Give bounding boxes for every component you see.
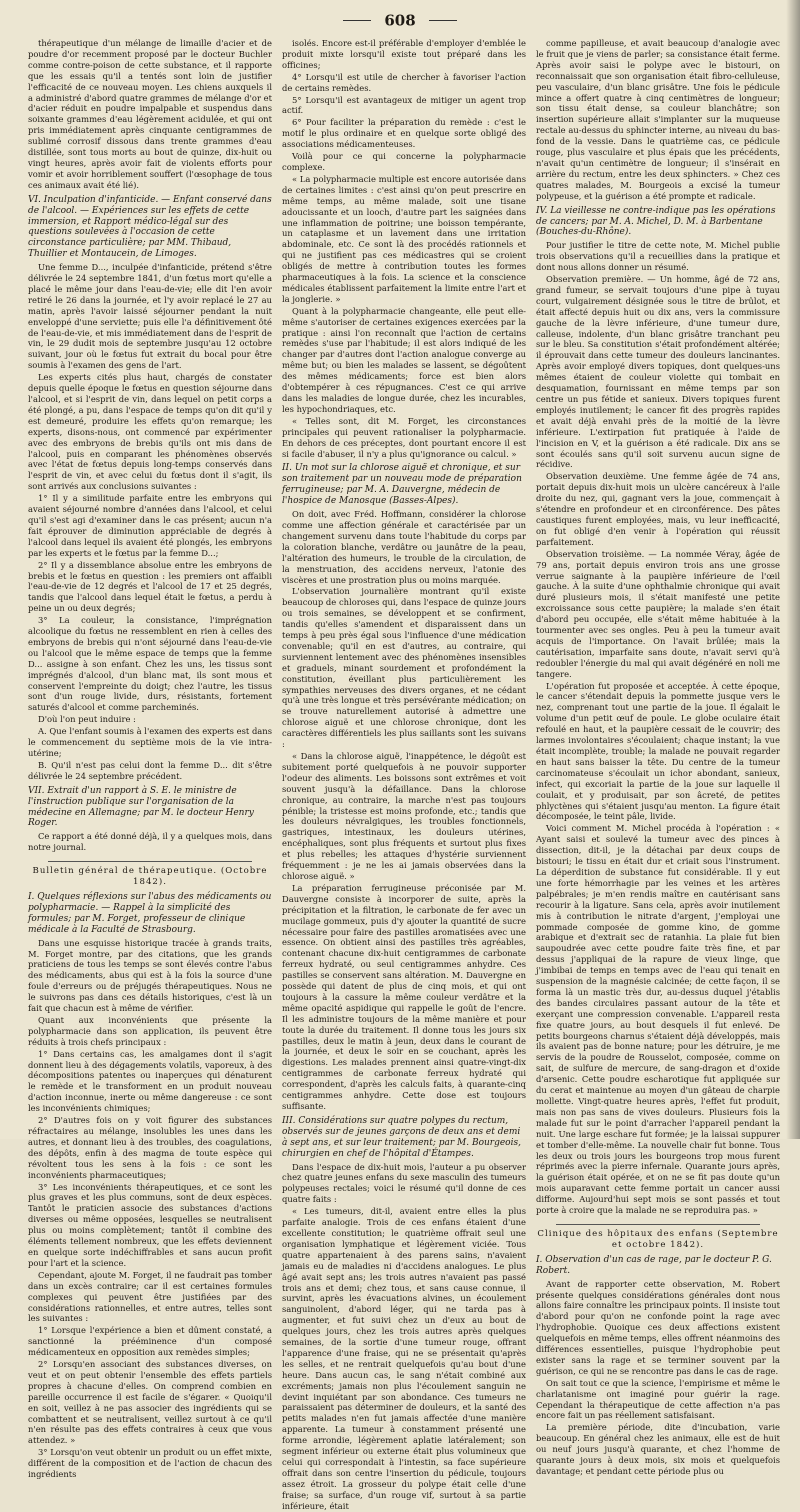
text-columns <box>28 38 780 1511</box>
section-title: IV. La vieillesse ne contre-indique pas les opérations de cancers; par M. A. Michel, D. M. à Barbentane (Bouches-du-Rhône). <box>536 205 776 238</box>
paragraph: B. Qu'il n'est pas celui dont la femme D... dit s'être délivrée le 24 septembre précédent. <box>28 759 272 781</box>
paragraph: L'observation journalière montrant qu'il existe beaucoup de chloroses qui, dans l'espace de quinze jours ou trois semaines, se développent et se confirment, tandis qu'elles s'amendent et disparaissent dans un temps à peu près égal sous l'influence d'une médication convenable; qu'il en est d'autres, au contraire, qui surviennent lentement avec des phénomènes insensibles et graduels, minant sourdement et profondément la constitution, éveillant plus particulièrement les sympathies nerveuses des divers organes, et ne cédant qu'à une très longue et très persévérante médication; on se trouve naturellement autorisé à admettre une chlorose aiguë et une chlorose chronique, dont les caractères différentiels les plus saillants sont les suivans : <box>282 586 526 750</box>
column-left <box>28 38 272 1480</box>
paragraph: 5° Lorsqu'il est avantageux de mitiger un agent trop actif. <box>282 94 526 116</box>
paragraph: « La polypharmacie multiple est encore autorisée dans de certaines limites : c'est ainsi qu'on peut prescrire en même temps, au même malade, soit une tisane adoucissante et un looch, d'autre part les saignées dans une inflammation de poitrine; une boisson tempérante, un cataplasme et un lavement dans une irritation abdominale, etc. Ce sont là des procédés rationnels et qui ne justifient pas ces médicastres qui se croient obligés de mettre à contribution toutes les formes pharmaceutiques à la fois. La science et la conscience médicales établissent parfaitement la limite entre l'art et la jonglerie. » <box>282 173 526 304</box>
paragraph: 2° D'autres fois on y voit figurer des substances réfractaires au mélange, insolubles les unes dans les autres, et donnant lieu à des troubles, des coagulations, des dépôts, enfin à des magma de toute espèce qui révoltent tous les sens à la fois : ce sont les inconvénients pharmaceutiques; <box>28 1115 272 1180</box>
paragraph: 3° Lorsqu'on veut obtenir un produit ou un effet mixte, différent de la composition et de l'action de chacun des ingrédients <box>28 1447 272 1480</box>
paragraph: Quant à la polypharmacie changeante, elle peut elle-même s'autoriser de certaines exigences exercées par la pratique : ainsi l'on reconnaît que l'action de certains remèdes s'use par l'habitude; il est alors indiqué de les changer par d'autres dont l'action analogue converge au même but; ou bien les malades se lassent, se dégoûtent des mêmes médicaments; force est bien alors d'obtempérer à ces répugnances. C'est ce qui arrive dans les maladies de longue durée, chez les incurables, les hypochondriaques, etc. <box>282 305 526 414</box>
paragraph: Quant aux inconvénients que présente la polypharmacie dans son application, ils peuvent être réduits à trois chefs principaux : <box>28 1014 272 1047</box>
bulletin-heading: Bulletin général de thérapeutique. (Octobre 1842). <box>32 866 268 888</box>
clinique-heading: Clinique des hôpitaux des enfans (Septembre et octobre 1842). <box>537 1228 779 1250</box>
paragraph: D'où l'on peut induire : <box>38 714 136 725</box>
paragraph: thérapeutique d'un mélange de limaille d'acier et de poudre d'or recemment proposé par le docteur Buchler comme contre-poison de cette substance, et il rapporte que les essais qu'il a tentés sont loin de justifier l'efficacité de ce nouveau moyen. Les chiens auxquels il a administré d'abord quatre grammes de mélange d'or et d'acier réduit en poudre impalpable et suspendus dans soixante grammes d'eau légèrement acidulée, et qui ont pris immédiatement après cinquante centigrammes de sublimé corrosif dissous dans trente grammes d'eau distillée, sont tous morts au bout de quinze, dix-huit ou vingt heures, après avoir fait de violents efforts pour vomir et avoir horriblement souffert (l'œsophage de tous ces animaux avait été lié). <box>28 38 272 190</box>
section-divider <box>556 1224 760 1225</box>
paragraph: A. Que l'enfant soumis à l'examen des experts est dans le commencement du septième mois de la vie intra-utérine; <box>28 726 272 758</box>
column-middle <box>282 38 526 1511</box>
paragraph: Dans une esquisse historique tracée à grands traits, M. Forget montre, par des citations, que les grands praticiens de tous les temps se sont élevés contre l'abus des médicaments, abus qui est à la fois la source d'une foule d'erreurs ou de préjugés thérapeutiques. Nous ne le suivrons pas dans ces détails historiques, c'est là un fait que chacun est à même de vérifier. <box>28 937 272 1014</box>
paragraph: « Dans la chlorose aiguë, l'inappétence, le dégoût est subitement porté quelquefois à ne pouvoir supporter l'odeur des aliments. Les boissons sont extrêmes et voit souvent jusqu'à la défaillance. Dans la chlorose chronique, au contraire, la marche n'est pas toujours pénible; la tristesse est moins profonde, etc.; tandis que les douleurs névralgiques, les troubles fonctionnels, gastriques, intestinaux, les douleurs utérines, encéphaliques, sont plus fréquents et surtout plus fixes et plus rebelles; les attaques d'hystérie surviennent fréquemment : je ne les ai jamais observées dans la chlorose aiguë. » <box>282 751 526 881</box>
paragraph: 1° Dans certains cas, les amalgames dont il s'agit donnent lieu à des dégagements volatils, vaporeux, à des décompositions patentes ou inaperçues qui dénaturent le remède et le transforment en un produit nouveau d'action inconnue, inerte ou même dangereuse : ce sont les inconvénients chimiques; <box>28 1048 272 1114</box>
paragraph: 2° Il y a dissemblance absolue entre les embryons de brebis et le fœtus en question : les premiers ont affaibli l'eau-de-vie de 12 degrés et l'alcool de 17 et 25 degrés, tandis que l'alcool dans lequel était le fœtus, a perdu à peine un ou deux degrés; <box>28 559 272 614</box>
paragraph: 6° Pour faciliter la préparation du remède : c'est le motif le plus ordinaire et en quelque sorte obligé des associations médicamenteuses. <box>282 117 526 150</box>
header-dash-right <box>429 20 457 21</box>
paragraph: Observation première. — Un homme, âgé de 72 ans, grand fumeur, se servait toujours d'une pipe à tuyau court, vulgairement désignée sous le titre de brûlot, et était affecté depuis huit ou dix ans, vers la commissure gauche de la lèvre inférieure, d'une tumeur dure, calleuse, indolente, d'un blanc grisâtre tranchant peu sur le bleu. Sa constitution s'était profondément altérée; il éprouvait dans cette tumeur des douleurs lancinantes. Après avoir employé divers topiques, dont quelques-uns mêmes étaient de couleur violette qui tombait en desquamation, fournissant en même temps par son centre un pus fétide et sanieux. Divers topiques furent employés inutilement; le cancer fit des progrès rapides et avait déjà envahi près de la moitié de la lèvre inférieure. L'extirpation fut pratiquée à l'aide de l'incision en V, et la guérison a été radicale. Dix ans se sont écoulés sans qu'il soit survenu aucun signe de récidive. <box>536 274 780 470</box>
paragraph: comme papilleuse, et avait beaucoup d'analogie avec le fruit que je viens de parler; sa consistance était ferme. Après avoir saisi le polype avec le bistouri, on reconnaissait que son organisation était fibro-celluleuse, peu vasculaire, d'un blanc grisâtre. Une fois le pédicule mince a offert quatre à cinq centimètres de longueur; son tissu était dense, sa couleur blanchâtre; son insertion supérieure allait s'implanter sur la muqueuse rectale au-dessus du sphincter interne, au niveau du bas-fond de la vessie. Dans le quatrième cas, ce pédicule rouge, plus vasculaire et plus épais que les précédents, n'avait qu'un centimètre de longueur; il s'insérait en arrière du rectum, entre les deux sphincters. » Chez ces quatres malades, M. Bourgeois a excisé la tumeur polypeuse, et la guérison a été prompte et radicale. <box>536 38 780 201</box>
paragraph: « Les tumeurs, dit-il, avaient entre elles la plus parfaite analogie. Trois de ces enfans étaient d'une excellente constitution; le quatrième offrait seul une organisation lymphatique et légèrement viciée. Tous quatre appartenaient à des parens sains, n'avaient jamais eu de maladies ni d'accidens analogues. Le plus âgé avait sept ans; les trois autres n'avaient pas passé trois ans et demi; chez tous, et sans cause connue, il survint, après les évacuations alvines, un écoulement sanguinolent, d'abord léger, qui ne tarda pas à augmenter, et fut suivi chez un d'eux au bout de quelques jours, chez les trois autres après quelques semaines, de la sortie d'une tumeur rouge, offrant l'apparence d'une fraise, qui ne se présentait qu'après les selles, et ne rentrait quelquefois qu'au bout d'une heure. Dans aucun cas, le sang n'était combiné aux excréments; jamais non plus l'écoulement sanguin ne devint inquiétant par son abondance. Ces tumeurs ne paraissaient pas déterminer de douleurs, et la santé des petits malades n'en fut jamais affectée d'une manière apparente. La tumeur à constamment présenté une forme arrondie, légèrement aplatie latéralement; son segment inférieur ou externe était plus volumineux que celui qui correspondait à l'intestin, sa face supérieure offrait dans son centre l'insertion du pédicule, toujours assez étroit. La grosseur du polype était celle d'une fraise; sa surface, d'un rouge vif, surtout à sa partie inférieure, était <box>282 1206 526 1511</box>
section-title: VII. Extrait d'un rapport à S. E. le ministre de l'instruction publique sur l'organisation de la médecine en Allemagne; par M. le docteur Henry Roger. <box>28 785 254 829</box>
section-title: VI. Inculpation d'infanticide. — Enfant conservé dans de l'alcool. — Expériences sur les effets de cette immersion, et Rapport médico-légal sur des questions soulevées à l'occasion de cette circonstance particulière; par MM. Thibaud, Thuillier et Montaucein, de Limoges. <box>28 194 272 260</box>
paragraph: 3° Les inconvénients thérapeutiques, et ce sont les plus graves et les plus communs, sont de deux espèces. Tantôt le praticien associe des substances d'actions diverses ou même opposées, lesquelles se neutralisent plus ou moins complètement; tantôt il combine des éléments tellement nombreux, que les effets deviennent en quelque sorte indéchiffrables et sans aucun profit pour l'art et la science. <box>28 1181 272 1268</box>
page-header <box>0 10 800 36</box>
paragraph: 3° La couleur, la consistance, l'imprégnation alcoolique du fœtus ne ressemblent en rien à celles des embryons de brebis qui n'ont séjourné dans l'eau-de-vie ou l'alcool que le même espace de temps que la femme D... assigne à son enfant. Chez les uns, les tissus sont imprégnés d'alcool, d'un blanc mat, ils sont mous et conservent l'empreinte du doigt; chez l'autre, les tissus sont d'un rouge livide, durs, résistants, fortement saturés d'alcool et comme parcheminés. <box>28 615 272 713</box>
paragraph: L'opération fut proposée et acceptée. À cette époque, le cancer s'étendait depuis la pommette jusque vers le nez, comprenant tout une partie de la joue. Il égalait le volume d'un petit œuf de poule. Le globe oculaire était refoulé en haut, et la paupière cessait de le couvrir; des larmes involontaires s'écoulaient; chaque instant; la vue était incomplète, trouble; la malade ne pouvait regarder en haut sans baisser la tête. Du centre de la tumeur carcinomateuse s'écoulait un ichor abondant, sanieux, infect, qui excoriait la partie de la joue sur laquelle il coulait, et y produisait, par son âcreté, de petites phlyctènes qui s'étaient jusqu'au menton. La figure était décomposée, le teint pâle, livide. <box>536 680 780 822</box>
section-title: III. Considérations sur quatre polypes du rectum, observés sur de jeunes garçons de deux ans et demi à sept ans, et sur leur traitement; par M. Bourgeois, chirurgien en chef de l'hôpital d'Étampes. <box>282 1115 521 1159</box>
page-number: 608 <box>384 11 416 30</box>
paragraph: 1° Lorsque l'expérience a bien et dûment constaté, a sanctionné la prééminence d'un composé médicamenteux en opposition aux remèdes simples; <box>28 1325 272 1358</box>
paragraph: Observation deuxième. Une femme âgée de 74 ans, portait depuis dix-huit mois un ulcère cancéreux à l'aile droite du nez, qui, gagnant vers la joue, commençait à s'étendre en profondeur et en circonférence. Des pâtes caustiques furent employées, mais, vu leur inefficacité, on fut obligé d'en venir à l'opération qui réussit parfaitement. <box>536 471 780 547</box>
paragraph: Ce rapport a été donné déjà, il y a quelques mois, dans notre journal. <box>28 831 272 853</box>
section-title: I. Quelques réflexions sur l'abus des médicaments ou polypharmacie. — Rappel à la simplicité des formules; par M. Forget, professeur de clinique médicale à la Faculté de Strasbourg. <box>28 891 272 935</box>
paragraph: 1° Il y a similitude parfaite entre les embryons qui avaient séjourné nombre d'années dans l'alcool, et celui qu'il s'est agi d'examiner dans le cas présent; aucun n'a fait éprouver de diminution appréciable de degrés à l'alcool dans lequel ils avaient été plongés, les embryons par les experts et le fœtus par la femme D...; <box>28 493 272 558</box>
paragraph: Voici comment M. Michel procéda à l'opération : « Ayant saisi et soulevé la tumeur avec des pinces à dissection, dit-il, je la détachai par deux coups de bistouri; le tissu en était dur et criait sous l'instrument. La déperdition de substance fut considérable. Il y eut une forte hémorrhagie par les veines et les artères palpébrales; je m'en rendis maître en cautérisant sans recourir à la ligature. Sans cela, après avoir inutilement mis à contribution le nitrate d'argent, j'employai une pommade composée de gomme kino, de gomme arabique et d'extrait sec de ratanhia. La plaie fut bien saupoudrée avec cette poudre faite très fine, et par dessus j'appliquai de la rapure de vieux linge, que j'imbibai de temps en temps avec de l'eau qui tenait en suspension de la magnésie calcinée; de cette façon, il se forma là un mastic très dur, au-dessus duquel j'établis des bandes circulaires passant autour de la tête et exerçant une compression convenable. L'appareil resta fixe quatre jours, au bout desquels il fut enlevé. De petits bourgeons charnus s'étaient déjà développés, mais ils avaient pas de bonne nature; pour les détruire, je me servis de la poudre de Rousselot, composée, comme on sait, de sulfure de mercure, de sang-dragon et d'oxide d'arsenic. Cette poudre escharotique fut appliquée sur du cerat et maintenue au moyen d'un gâteau de charpie mollette. Vingt-quatre heures après, l'effet fut produit, mais non pas sans de vives douleurs. Plusieurs fois la malade fut sur le point d'arracher l'appareil pendant la nuit. Une large eschare fut formée; je la laissai suppurer et tomber d'elle-même. La nouvelle chair fut bonne. Tous les deux ou trois jours les bourgeons trop mous furent réprimés avec la pierre infernale. Quarante jours après, la guérison était opérée, et on ne se fit pas doute qu'un mois auparavant cette femme portait un cancer aussi difforme. Aujourd'hui sept mois se sont passés et tout porte à croire que la malade ne se reproduira pas. » <box>536 823 780 1216</box>
paragraph: Observation troisième. — La nommée Véray, âgée de 79 ans, portait depuis environ trois ans une grosse verrue saignante à la paupière inférieure de l'œil gauche. À la suite d'une ophthalmie chronique qui avait duré plusieurs mois, il s'était manifesté une petite excroissance sous cette paupière; la malade s'en était d'abord peu occupée, elle s'était même habituée à la tourmenter avec ses ongles. Peu à peu la tumeur avait acquis de l'importance. On l'avait brûlée; mais la cautérisation, imparfaite sans doute, n'avait servi qu'à redoubler l'énergie du mal qui avait dégénéré en noli me tangere. <box>536 548 780 679</box>
paragraph: Une femme D..., inculpée d'infanticide, prétend s'être délivrée le 24 septembre 1841, d'un fœtus mort qu'elle a placé le même jour dans l'eau-de-vie; elle dit l'en avoir retiré le 26 dans la journée, et l'y avoir replacé le 27 au matin, après l'avoir laissé séjourner pendant la nuit enveloppé d'une serviette; puis elle l'a définitivement ôté de l'eau-de-vie, et mis immédiatement dans de l'esprit de vin, le 29 dudit mois de septembre jusqu'au 12 octobre suivant, jour où le fœtus fut extrait du bocal pour être soumis à l'examen des gens de l'art. <box>28 262 272 371</box>
paragraph: Cependant, ajoute M. Forget, il ne faudrait pas tomber dans un excès contraire; car il est certaines formules complexes qui peuvent être justifiées par des considérations rationnelles, et entre autres, telles sont les suivantes : <box>28 1269 272 1324</box>
paragraph: La préparation ferrugineuse préconisée par M. Dauvergne consiste à incorporer de suite, après la précipitation et la filtration, le carbonate de fer avec un mucilage gommeux, puis d'y ajouter la quantité de sucre nécessaire pour faire des pastilles aromatisées avec une essence. On obtient ainsi des pastilles très agréables, contenant chacune dix-huit centigrammes de carbonate ferreux hydraté, ou seul centigrammes anhydre. Ces pastilles se conservent sans altération. M. Dauvergne en possède qui datent de plus de cinq mois, et qui ont toujours à la cassure la même couleur verdâtre et la même opacité aspidique qui rappelle le goût de l'encre. Il les administre toujours de la même manière et pour toute la durée du traitement. Il donne tous les jours six pastilles, deux le matin à jeun, deux dans le courant de la journée, et deux le soir en se couchant, après les digestions. Les malades prennent ainsi quatre-vingt-dix centigrammes de carbonate ferreux hydraté qui correspondent, d'après les calculs faits, à quarante-cinq centigrammes anhydre. Cette dose est toujours suffisante. <box>282 882 526 1111</box>
page-edge-shadow <box>786 0 800 1139</box>
paragraph: On sait tout ce que la science, l'empirisme et même le charlatanisme ont imaginé pour guérir la rage. Cependant la thérapeutique de cette affection n'a pas encore fait un pas réellement satisfaisant. <box>536 1377 780 1421</box>
section-title: II. Un mot sur la chlorose aiguë et chronique, et sur son traitement par un nouveau mode de préparation ferrugineuse; par M. A. Dauvergne, médecin de l'hospice de Manosque (Basses-Alpes). <box>282 463 522 507</box>
paragraph: Les experts cités plus haut, chargés de constater depuis quelle époque le fœtus en question séjourne dans l'alcool, et si l'esprit de vin, dans lequel on petit corps a été plongé, a pu, dans l'espace de temps qu'on dit qu'il y est demeuré, produire les effets qu'on remarque; les experts, disons-nous, ont commencé par expérimenter avec des embryons de brebis qu'ils ont mis dans de l'alcool, puis en comparant les phénomènes observés avec l'état de fœtus depuis long-temps conservés dans l'esprit de vin, et avec celui du fœtus dont il s'agit, ils sont arrivés aux conclusions suivantes : <box>28 372 272 492</box>
paragraph: Avant de rapporter cette observation, M. Robert présente quelques considérations générales dont nous allons faire connaître les principaux points. Il insiste tout d'abord pour qu'on ne confonde point la rage avec l'hydrophobie. Quoique ces deux affections existent quelquefois en même temps, elles offrent néanmoins des différences essentielles, puisque l'hydrophobie peut exister sans la rage et se terminer souvent par la guérison, ce qui ne se rencontre pas dans le cas de rage. <box>536 1278 780 1376</box>
paragraph: Voilà pour ce qui concerne la polypharmacie complexe. <box>282 151 526 172</box>
paragraph: On doit, avec Fréd. Hoffmann, considérer la chlorose comme une affection générale et caractérisée par un changement survenu dans toute l'habitude du corps par la coloration blanche, verdâtre ou jaunâtre de la peau, l'altération des humeurs, le trouble de la circulation, de la menstruation, des accidens nerveux, l'atonie des viscères et une prostration plus ou moins marquée. <box>282 509 526 585</box>
paragraph: isolés. Encore est-il préférable d'employer d'emblée le produit mixte lorsqu'il existe tout préparé dans les officines; <box>282 38 526 70</box>
paragraph: 2° Lorsqu'en associant des substances diverses, on veut et on peut obtenir l'ensemble des effets partiels propres à chacune d'elles. On comprend combien en pareille occurrence il est facile de s'égarer. « Quoiqu'il en soit, veillez à ne pas associer des ingrédients qui se combattent et se neutralisent, veillez surtout à ce qu'il n'en résulte pas des effets contraires à ceux que vous attendez. » <box>28 1359 272 1446</box>
section-title: I. Observation d'un cas de rage, par le docteur P. G. Robert. <box>536 1254 772 1276</box>
paragraph: Dans l'espace de dix-huit mois, l'auteur a pu observer chez quatre jeunes enfans du sexe masculin des tumeurs polypeuses rectales; voici le résumé qu'il donne de ces quatre faits : <box>282 1161 526 1205</box>
paragraph: Pour justifier le titre de cette note, M. Michel publie trois observations qu'il a recueillies dans la pratique et dont nous allons donner un résumé. <box>536 240 780 273</box>
section-divider <box>48 861 252 862</box>
paragraph: 4° Lorsqu'il est utile de chercher à favoriser l'action de certains remèdes. <box>282 71 526 93</box>
paragraph: La première période, dite d'incubation, varie beaucoup. En général chez les animaux, elle est de huit ou neuf jours jusqu'à quarante, et chez l'homme de quarante jours à deux mois, six mois et quelquefois davantage; et pendant cette période plus ou <box>536 1422 780 1476</box>
column-right <box>536 38 780 1476</box>
paragraph: « Telles sont, dit M. Forget, les circonstances principales qui peuvent rationaliser la polypharmacie. En dehors de ces préceptes, dont pourtant encore il est si facile d'abuser, il n'y a plus qu'ignorance ou calcul. » <box>282 415 526 459</box>
header-dash-left <box>343 20 371 21</box>
